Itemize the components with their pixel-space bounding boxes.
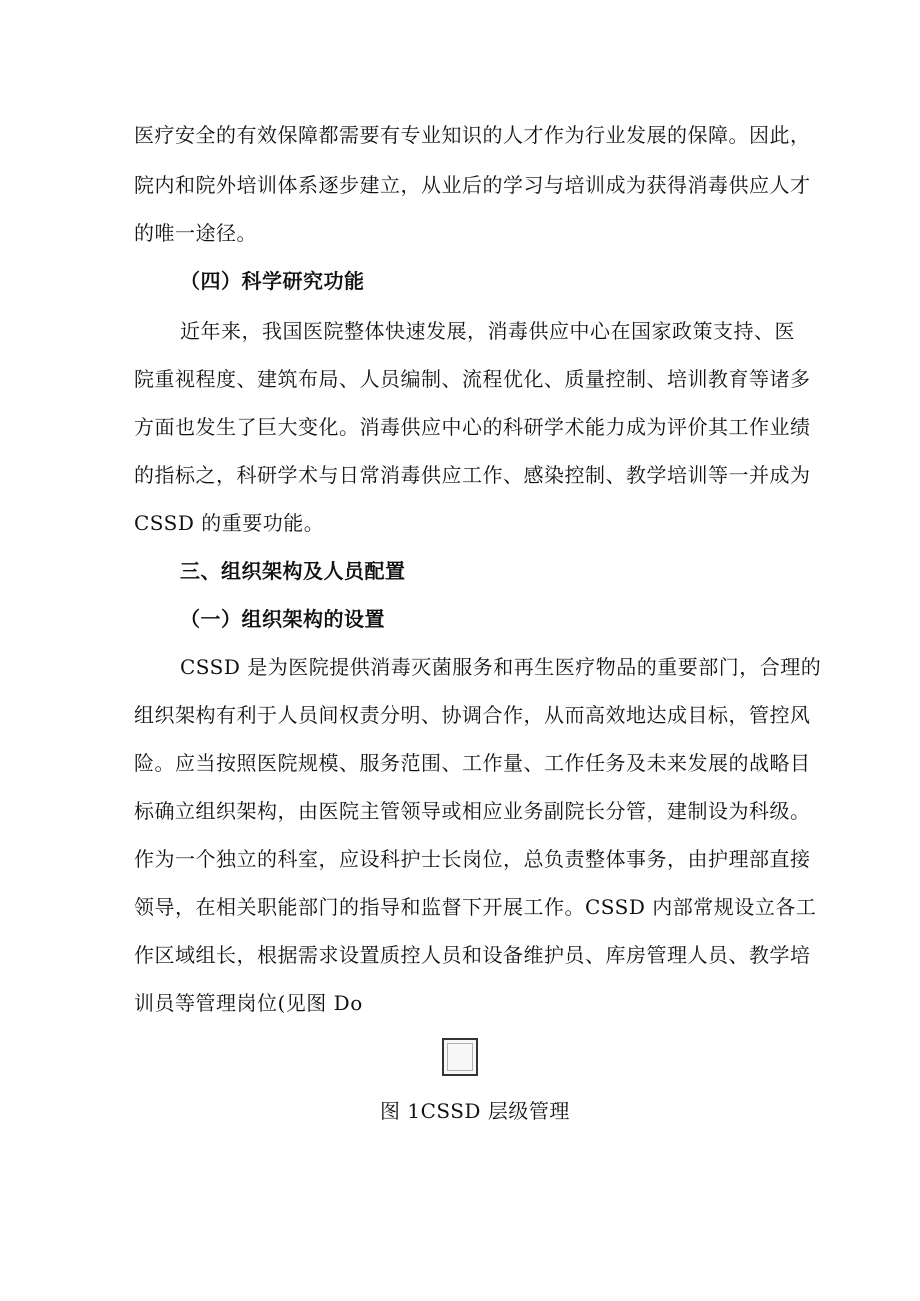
paragraph-line: 作为一个独立的科室，应设科护士长岗位，总负责整体事务，由护理部直接 xyxy=(134,847,811,871)
paragraph-line: 险。应当按照医院规模、服务范围、工作量、工作任务及未来发展的战略目 xyxy=(134,751,811,775)
section-heading-research: （四）科学研究功能 xyxy=(180,269,365,293)
paragraph-line: CSSD 的重要功能。 xyxy=(134,511,325,535)
figure-caption: 图 1CSSD 层级管理 xyxy=(380,1099,570,1123)
paragraph-line: 近年来，我国医院整体快速发展，消毒供应中心在国家政策支持、医 xyxy=(180,319,795,343)
paragraph-line: 方面也发生了巨大变化。消毒供应中心的科研学术能力成为评价其工作业绩 xyxy=(134,415,811,439)
section-heading-org: （一）组织架构的设置 xyxy=(180,607,385,631)
paragraph-line: 组织架构有利于人员间权责分明、协调合作，从而高效地达成目标，管控风 xyxy=(134,703,811,727)
paragraph-line: 院重视程度、建筑布局、人员编制、流程优化、质量控制、培训教育等诸多 xyxy=(134,367,811,391)
figure-placeholder-image xyxy=(442,1038,478,1076)
paragraph-line: 的指标之，科研学术与日常消毒供应工作、感染控制、教学培训等一并成为 xyxy=(134,463,811,487)
paragraph-line: 领导，在相关职能部门的指导和监督下开展工作。CSSD 内部常规设立各工 xyxy=(134,895,817,919)
paragraph-line: 的唯一途径。 xyxy=(134,221,257,245)
paragraph-line: 院内和院外培训体系逐步建立，从业后的学习与培训成为获得消毒供应人才 xyxy=(134,173,811,197)
paragraph-line: 作区域组长，根据需求设置质控人员和设备维护员、库房管理人员、教学培 xyxy=(134,943,811,967)
paragraph-line: 训员等管理岗位(见图 Do xyxy=(134,991,363,1015)
paragraph-line: 医疗安全的有效保障都需要有专业知识的人才作为行业发展的保障。因此， xyxy=(134,123,811,147)
paragraph-line: CSSD 是为医院提供消毒灭菌服务和再生医疗物品的重要部门，合理的 xyxy=(180,655,822,679)
paragraph-line: 标确立组织架构，由医院主管领导或相应业务副院长分管，建制设为科级。 xyxy=(134,799,811,823)
section-heading-3: 三、组织架构及人员配置 xyxy=(180,559,406,583)
